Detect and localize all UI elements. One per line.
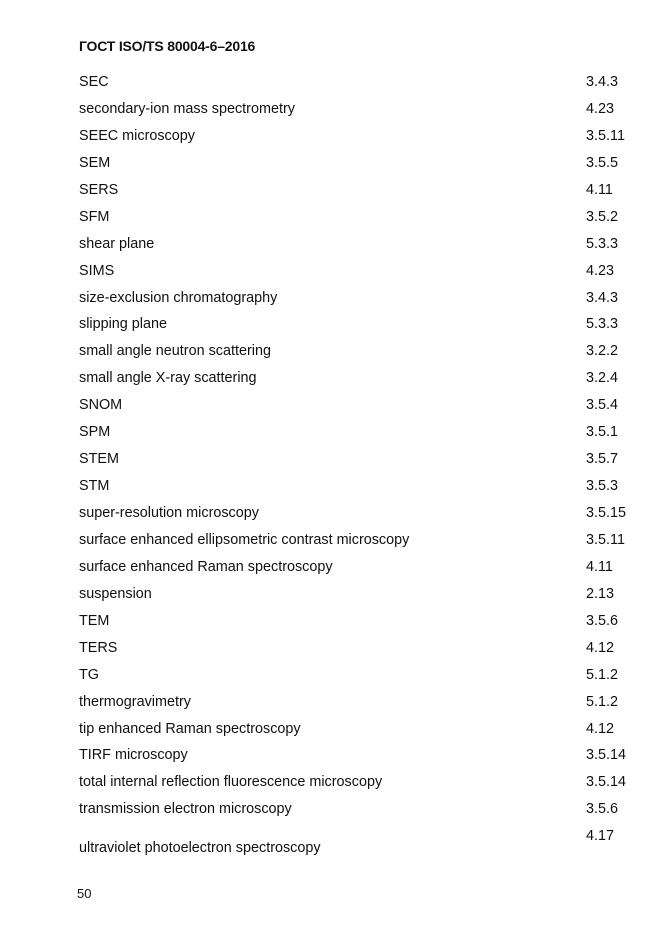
index-reference: 5.1.2	[586, 666, 619, 683]
index-entry	[79, 234, 639, 261]
index-term: thermogravimetry	[79, 693, 191, 710]
index-reference: 3.4.3	[586, 74, 619, 90]
index-entry	[79, 692, 639, 719]
index-entry	[79, 395, 639, 422]
index-entry	[79, 799, 639, 826]
index-term: TG	[79, 666, 99, 683]
index-reference: 3.5.3	[586, 478, 619, 495]
index-entry	[79, 207, 639, 234]
index-reference: 5.3.3	[586, 235, 619, 252]
index-reference: 3.5.1	[586, 424, 619, 441]
index-term: TIRF microscopy	[79, 747, 188, 764]
term-index-list	[79, 72, 639, 860]
index-term: shear plane	[79, 235, 155, 252]
index-reference: 2.13	[586, 585, 615, 602]
index-reference: 4.23	[586, 262, 615, 279]
index-term: secondary-ion mass spectrometry	[79, 100, 295, 117]
index-entry	[79, 772, 639, 799]
index-term: SPM	[79, 424, 111, 441]
page-number: 50	[77, 886, 92, 901]
index-entry	[79, 368, 639, 395]
index-entry	[79, 72, 639, 99]
index-reference: 3.5.5	[586, 154, 619, 171]
index-reference: 3.5.11	[586, 127, 625, 144]
index-entry	[79, 826, 639, 860]
index-entry	[79, 530, 639, 557]
index-term: SEM	[79, 154, 111, 171]
index-reference: 3.5.4	[586, 397, 619, 414]
index-reference: 3.4.3	[586, 289, 619, 306]
index-reference: 5.1.2	[586, 693, 619, 710]
index-term: SEC	[79, 74, 109, 90]
index-reference: 3.2.4	[586, 370, 619, 387]
index-term: STEM	[79, 451, 119, 468]
index-reference: 3.5.11	[586, 531, 625, 548]
index-reference: 4.23	[586, 100, 615, 117]
index-term: SERS	[79, 181, 119, 198]
index-reference: 4.12	[586, 720, 615, 737]
index-term: small angle neutron scattering	[79, 343, 271, 360]
index-reference: 3.5.6	[586, 612, 619, 629]
index-reference: 3.5.15	[586, 505, 627, 521]
index-term: suspension	[79, 585, 152, 602]
index-entry	[79, 503, 639, 530]
index-entry	[79, 557, 639, 584]
index-entry	[79, 745, 639, 772]
index-entry	[79, 341, 639, 368]
index-reference: 3.5.6	[586, 801, 619, 818]
index-term: super-resolution microscopy	[79, 505, 259, 521]
index-reference: 3.5.14	[586, 747, 627, 764]
index-reference: 4.12	[586, 639, 615, 656]
index-term: transmission electron microscopy	[79, 801, 292, 818]
index-entry	[79, 153, 639, 180]
index-entry	[79, 638, 639, 665]
index-entry	[79, 611, 639, 638]
index-entry	[79, 422, 639, 449]
index-term: SEEC microscopy	[79, 127, 195, 144]
index-term: SIMS	[79, 262, 115, 279]
index-term: size-exclusion chromatography	[79, 289, 278, 306]
index-term: tip enhanced Raman spectroscopy	[79, 720, 301, 737]
index-term: TERS	[79, 639, 118, 656]
index-reference: 4.11	[586, 181, 613, 198]
index-reference: 4.17	[586, 828, 615, 845]
index-reference: 5.3.3	[586, 316, 619, 333]
index-entry	[79, 584, 639, 611]
index-entry	[79, 476, 639, 503]
index-term: SFM	[79, 208, 110, 225]
index-reference: 3.5.14	[586, 774, 627, 791]
document-header: ГОСТ ISO/TS 80004-6–2016	[79, 38, 256, 54]
index-reference: 3.2.2	[586, 343, 619, 360]
index-term: total internal reflection fluorescence microscopy	[79, 774, 383, 791]
index-entry	[79, 449, 639, 476]
index-term: TEM	[79, 612, 110, 629]
index-term: STM	[79, 478, 110, 495]
index-term: SNOM	[79, 397, 123, 414]
index-entry	[79, 99, 639, 126]
index-entry	[79, 261, 639, 288]
index-term: surface enhanced Raman spectroscopy	[79, 558, 333, 575]
index-term: ultraviolet photoelectron spectroscopy	[79, 840, 321, 857]
index-entry	[79, 126, 639, 153]
index-entry	[79, 180, 639, 207]
index-term: surface enhanced ellipsometric contrast microscopy	[79, 531, 410, 548]
index-entry	[79, 314, 639, 341]
index-term: small angle X-ray scattering	[79, 370, 257, 387]
index-entry	[79, 719, 639, 746]
index-reference: 4.11	[586, 558, 613, 575]
index-reference: 3.5.7	[586, 451, 619, 468]
index-entry	[79, 288, 639, 315]
index-term: slipping plane	[79, 316, 168, 333]
index-entry	[79, 665, 639, 692]
index-reference: 3.5.2	[586, 208, 619, 225]
